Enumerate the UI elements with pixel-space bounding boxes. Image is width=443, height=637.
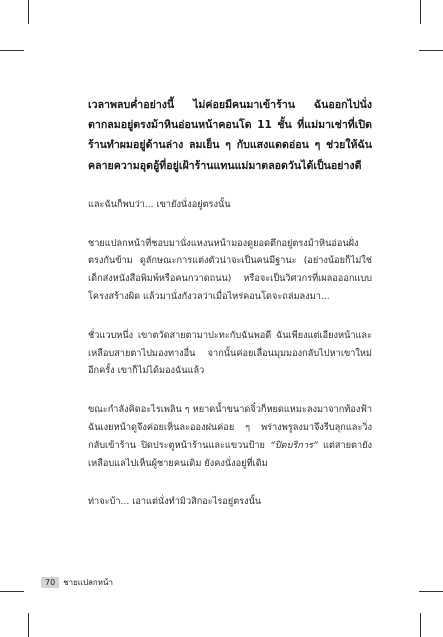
closed-sign-text: “ปิดบริการ” bbox=[270, 439, 318, 451]
paragraph-text-before: ขณะกำลังคิดอะไรเพลิน ๆ หยาดน้ำขนาดจิ๋วก็หยดแหมะลงมาจากท้องฟ้า ฉันเงยหน้าดูจึงค่อยเห็นละอองฝนค่อย ๆ พร่างพรูลงมาจึงรีบลุกและวิ่งกลับเข้าร้าน ปิดประตูหน้าร้านและแขวนป้าย bbox=[88, 404, 372, 451]
body-paragraph-1: และฉันก็พบว่า... เขายังนั่งอยู่ตรงนั้น bbox=[88, 198, 231, 210]
crop-mark-bottom-left-h bbox=[0, 591, 24, 592]
page-number: 70 bbox=[41, 577, 59, 588]
page-body bbox=[88, 95, 372, 532]
body-paragraph-4 bbox=[88, 401, 372, 472]
crop-mark-top-right-h bbox=[419, 50, 443, 51]
lead-paragraph: เวลาพลบค่ำอย่างนี้ ไม่ค่อยมีคนมาเข้าร้าน ฉันออกไปนั่งตากลมอยู่ตรงม้าหินอ่อนหน้าคอนโด 11 ชั้น ที่แม่มาเช่าที่เปิดร้านทำผมอยู่ด้านล่าง ลมเย็น ๆ กับแสงแดดอ่อน ๆ ช่วยให้ฉันคลายความอุดอู้ที่อยู่เฝ้าร้านแทนแม่มาตลอดวันได้เป็นอย่างดี bbox=[88, 99, 372, 172]
book-title: ชายแปลกหน้า bbox=[63, 578, 114, 587]
crop-mark-bottom-right-h bbox=[419, 591, 443, 592]
paragraph-text-after: แต่สายตายังเหลือบแลไปเห็นผู้ชายคนเดิม ยังคงนั่งอยู่ที่เดิม bbox=[88, 439, 372, 469]
crop-mark-bottom-left-v bbox=[28, 613, 29, 637]
crop-mark-top-left-v bbox=[28, 0, 29, 24]
body-paragraph-5: ท่าจะบ้า... เอาแต่นั่งทำมิวสิกอะไรอยู่ตรงนั้น bbox=[88, 496, 262, 508]
body-paragraph-3: ชั่วแวบหนึ่ง เขาตวัดสายตามาปะทะกับฉันพอดี ฉันเพียงแต่เอียงหน้าและเหลือบสายตาไปมองทางอื่น จากนั้นค่อยเลื่อนมุมมองกลับไปหาเขาใหม่อีกครั้ง เขาก็ไม่ได้มองฉันแล้ว bbox=[88, 329, 372, 377]
crop-mark-top-right-v bbox=[420, 0, 421, 24]
page-footer bbox=[41, 576, 113, 589]
crop-mark-top-left-h bbox=[0, 50, 24, 51]
body-paragraph-2: ชายแปลกหน้าที่ชอบมานั่งแหงนหน้ามองดูยอดตึกอยู่ตรงม้าหินอ่อนฝั่งตรงกันข้าม ดูลักษณะการแต่งตัวน่าจะเป็นคนมีฐานะ (อย่างน้อยก็ไม่ใช่เด็กส่งหนังสือพิมพ์หรือคนกวาดถนน) หรือจะเป็นวิศวกรที่เผลอออกแบบโครงสร้างผิด แล้วมานั่งกังวลว่าเมื่อไหร่คอนโดจะถล่มลงมา... bbox=[88, 237, 372, 302]
crop-mark-bottom-right-v bbox=[420, 613, 421, 637]
